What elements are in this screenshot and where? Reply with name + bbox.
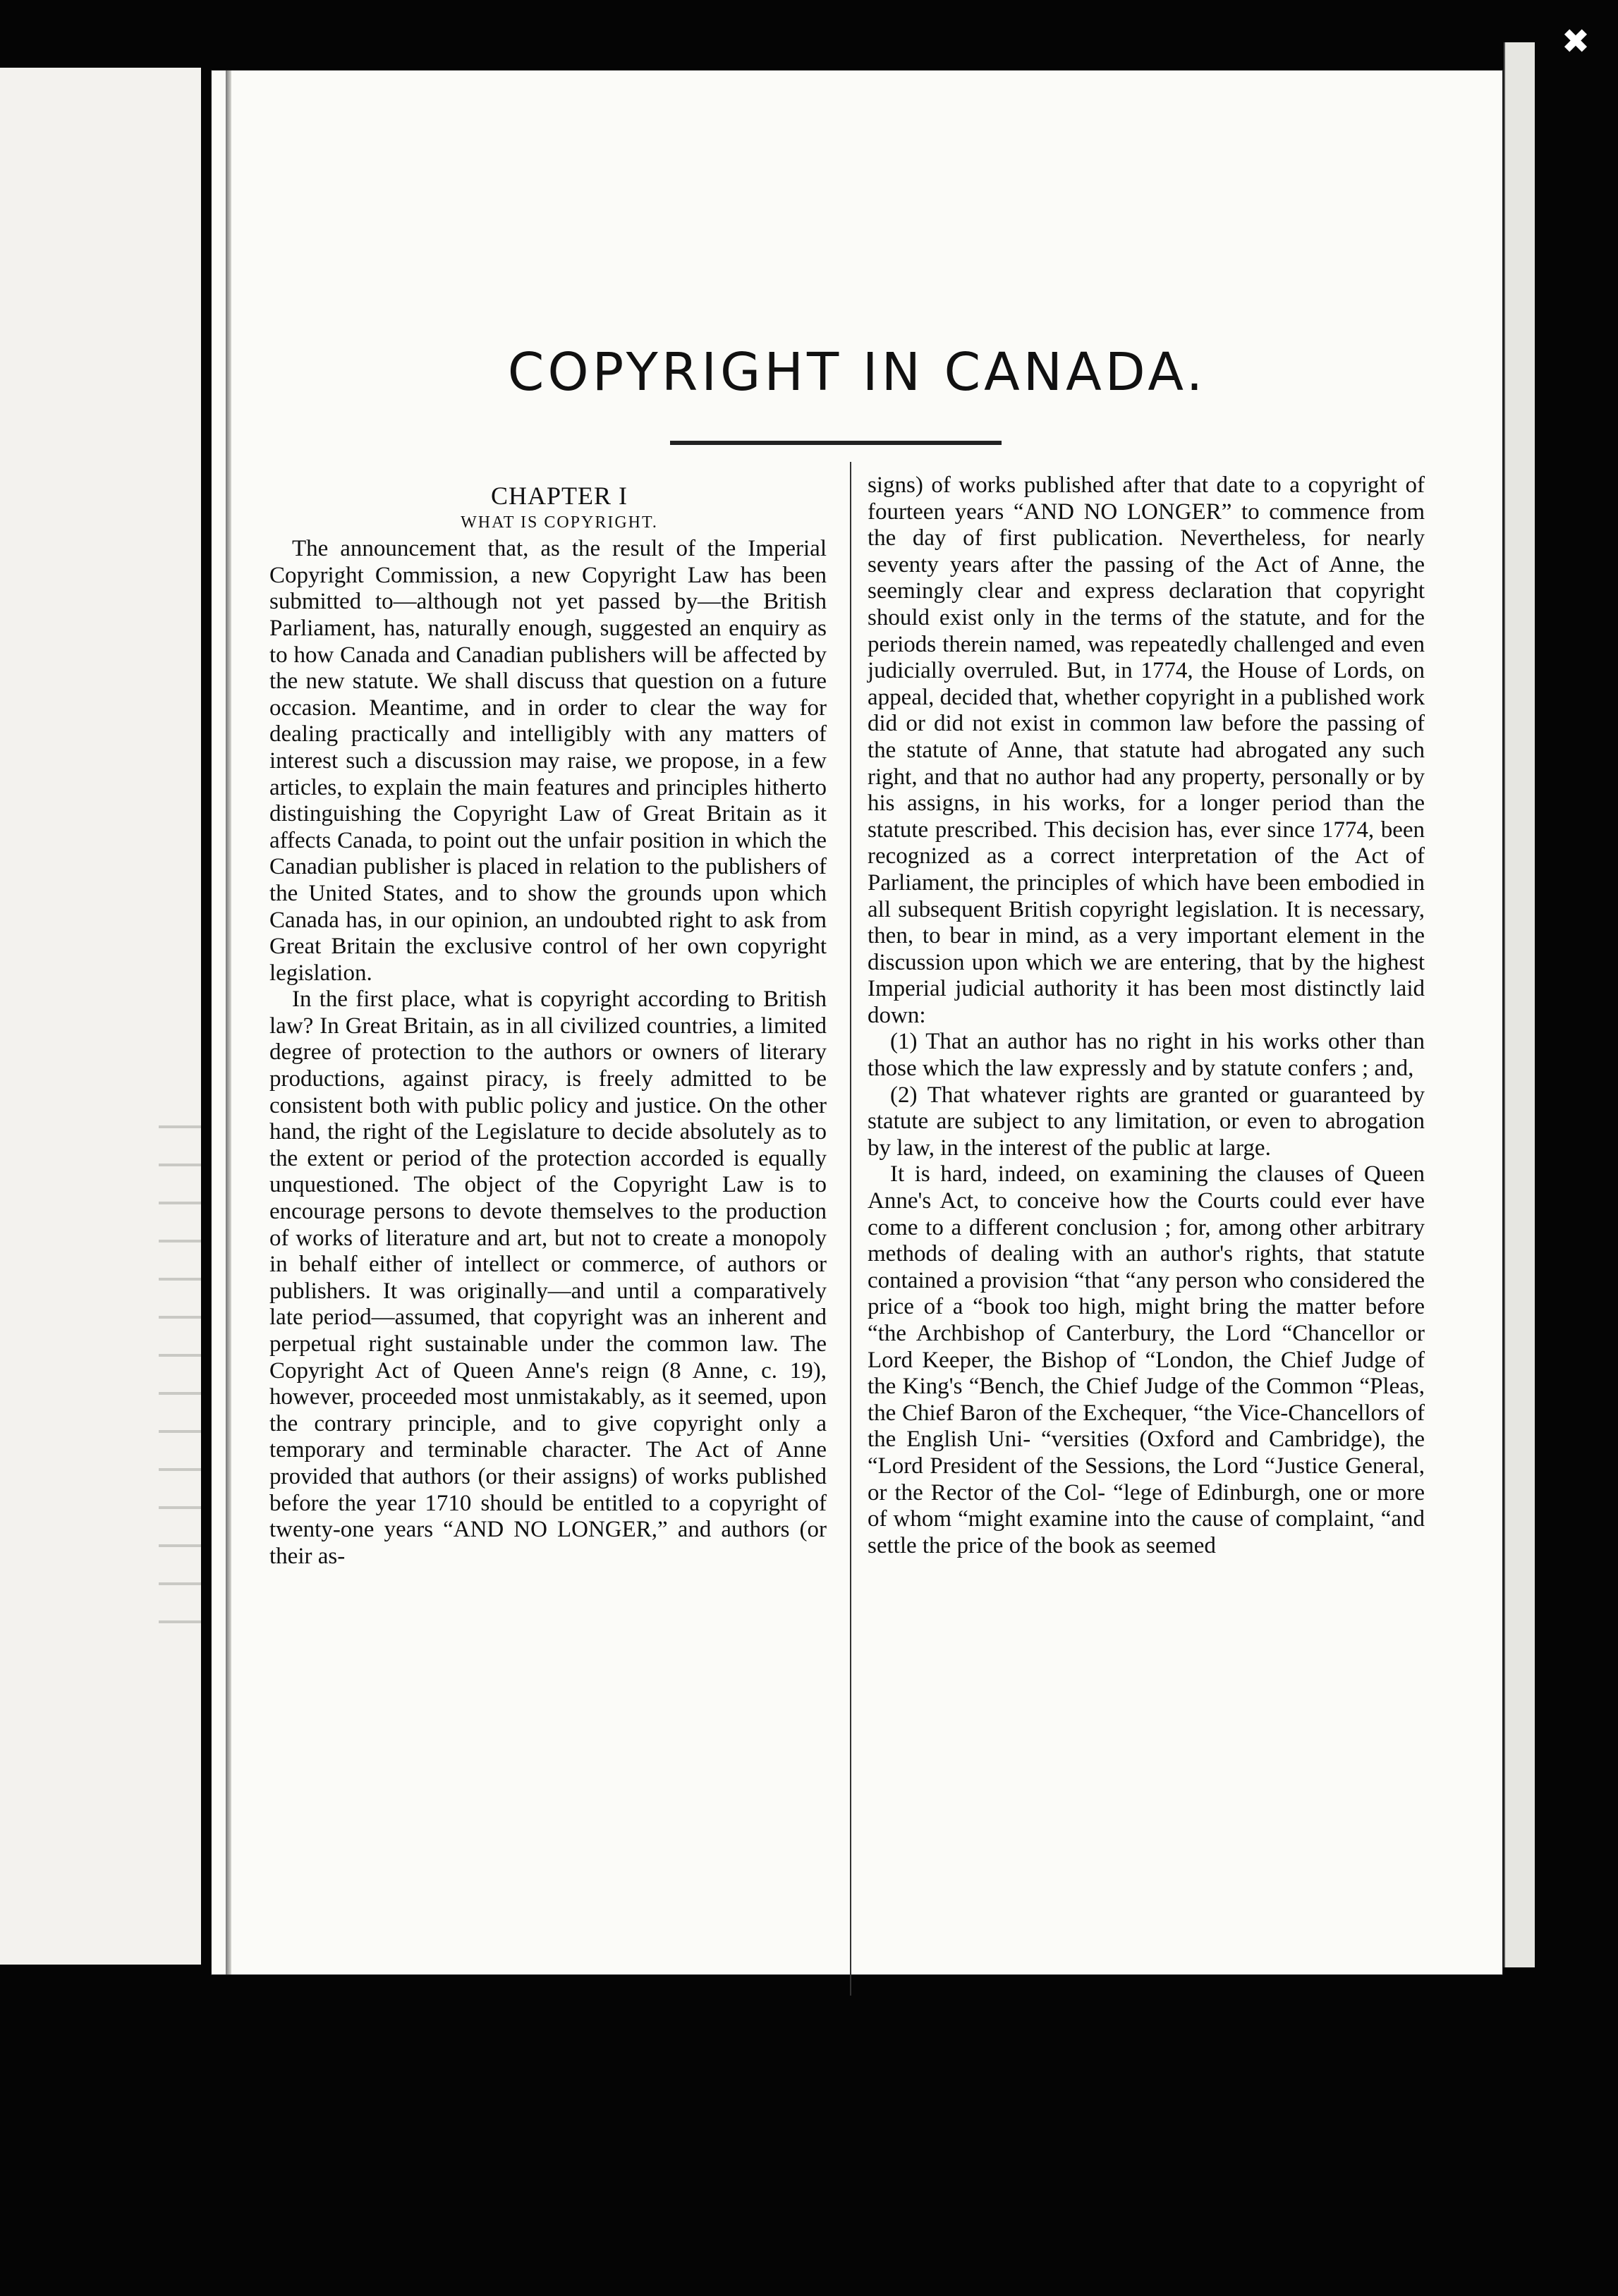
facing-page-text-remnants: [159, 1090, 201, 1654]
chapter-subheading: WHAT IS COPYRIGHT.: [461, 513, 658, 532]
page-title: COPYRIGHT IN CANADA.: [507, 342, 1207, 403]
column-divider: [850, 462, 851, 1996]
chapter-heading: CHAPTER I: [490, 482, 628, 510]
paragraph: The announcement that, as the result of the Imperial Copyright Commission, a new Copyright Law has been submitted to—although not yet passed by—the British Parliament, has, naturally enough, suggested an enquiry as to how Canada and Canadian publishers will be affected by the new statute. We shall discuss that question on a future occasion. Meantime, and in order to clear the way for dealing practically and intelligibly with any matters of interest such a discussion may raise, we propose, in a few articles, to explain the main features and principles hitherto distinguishing the Copyright Law of Great Britain as it affects Canada, to point out the unfair position in which the Canadian publisher is placed in relation to the publishers of the United States, and to show the grounds upon which Canada has, in our opinion, an undoubted right to ask from Great Britain the exclusive control of her own copyright legislation.: [269, 536, 827, 986]
paragraph: signs) of works published after that date to a copyright of fourteen years “AND NO LONGER” to commence from the day of first publication. Nevertheless, for nearly seventy years after the passing of the Act of Anne, the seemingly clear and express declaration that copyright should exist only in the terms of the statute, and for the periods therein named, was repeatedly challenged and even judicially overruled. But, in 1774, the House of Lords, on appeal, decided that, whether copyright in a published work did or did not exist in common law before the passing of the statute of Anne, that statute had abrogated any such right, and that no author had any property, personally or by his assigns, in his works, for a longer period than the statute prescribed. This decision has, ever since 1774, been recognized as a correct interpretation of the Act of Parliament, the principles of which have been embodied in all subsequent British copyright legislation. It is necessary, then, to bear in mind, as a very important element in the discussion upon which we are entering, that by the highest Imperial judicial authority it has been most distinctly laid down:: [868, 472, 1425, 1028]
paragraph: In the first place, what is copyright according to British law? In Great Britain, as in all civilized countries, a limited degree of protection to the authors or owners of literary productions, against piracy, is freely admitted to be consistent both with public policy and justice. On the other hand, the right of the Legislature to decide absolutely as to the extent or period of the protection accorded is equally unquestioned. The object of the Copyright Law is to encourage persons to devote themselves to the production of works of literature and art, but not to create a monopoly in behalf either of intellect or commerce, of authors or publishers. It was originally—and until a comparatively late period—assumed, that copyright was an inherent and perpetual right sustainable under the common law. The Copyright Act of Queen Anne's reign (8 Anne, c. 19), however, proceeded most unmistakably, as it seemed, upon the contrary principle, and to give copyright only a temporary and terminable character. The Act of Anne provided that authors (or their assigns) of works published before the year 1710 should be entitled to a copyright of twenty-one years “AND NO LONGER,” and authors (or their as-: [269, 987, 827, 1569]
corner-mark-icon: ✖: [1561, 23, 1590, 61]
list-item: (1) That an author has no right in his works other than those which the law expressly and by statute confers ; and,: [868, 1029, 1425, 1082]
list-item: (2) That whatever rights are granted or guaranteed by statute are subject to any limitation, or even to abrogation by law, in the interest of the public at large.: [868, 1082, 1425, 1161]
page-stack-edge: [1504, 42, 1535, 1967]
right-column: [868, 472, 1425, 1559]
facing-page-edge: [0, 68, 201, 1965]
document-page: [212, 71, 1502, 1974]
paragraph: It is hard, indeed, on examining the clauses of Queen Anne's Act, to conceive how the Courts could ever have come to a different conclusion ; for, among other arbitrary methods of dealing with an author's rights, that statute contained a provision “that “any person who considered the price of a “book too high, might bring the matter before “the Archbishop of Canterbury, the Lord “Chancellor or Lord Keeper, the Bishop of “London, the Chief Judge of the King's “Bench, the Chief Judge of the Common “Pleas, the Chief Baron of the Exchequer, “the Vice-Chancellors of the English Uni- “versities (Oxford and Cambridge), the “Lord President of the Sessions, the Lord “Justice General, or the Rector of the Col- “lege of Edinburgh, one or more of whom “might examine into the cause of complaint, “and settle the price of the book as seemed: [868, 1161, 1425, 1558]
left-column: [269, 483, 827, 1570]
title-rule: [670, 441, 1002, 445]
